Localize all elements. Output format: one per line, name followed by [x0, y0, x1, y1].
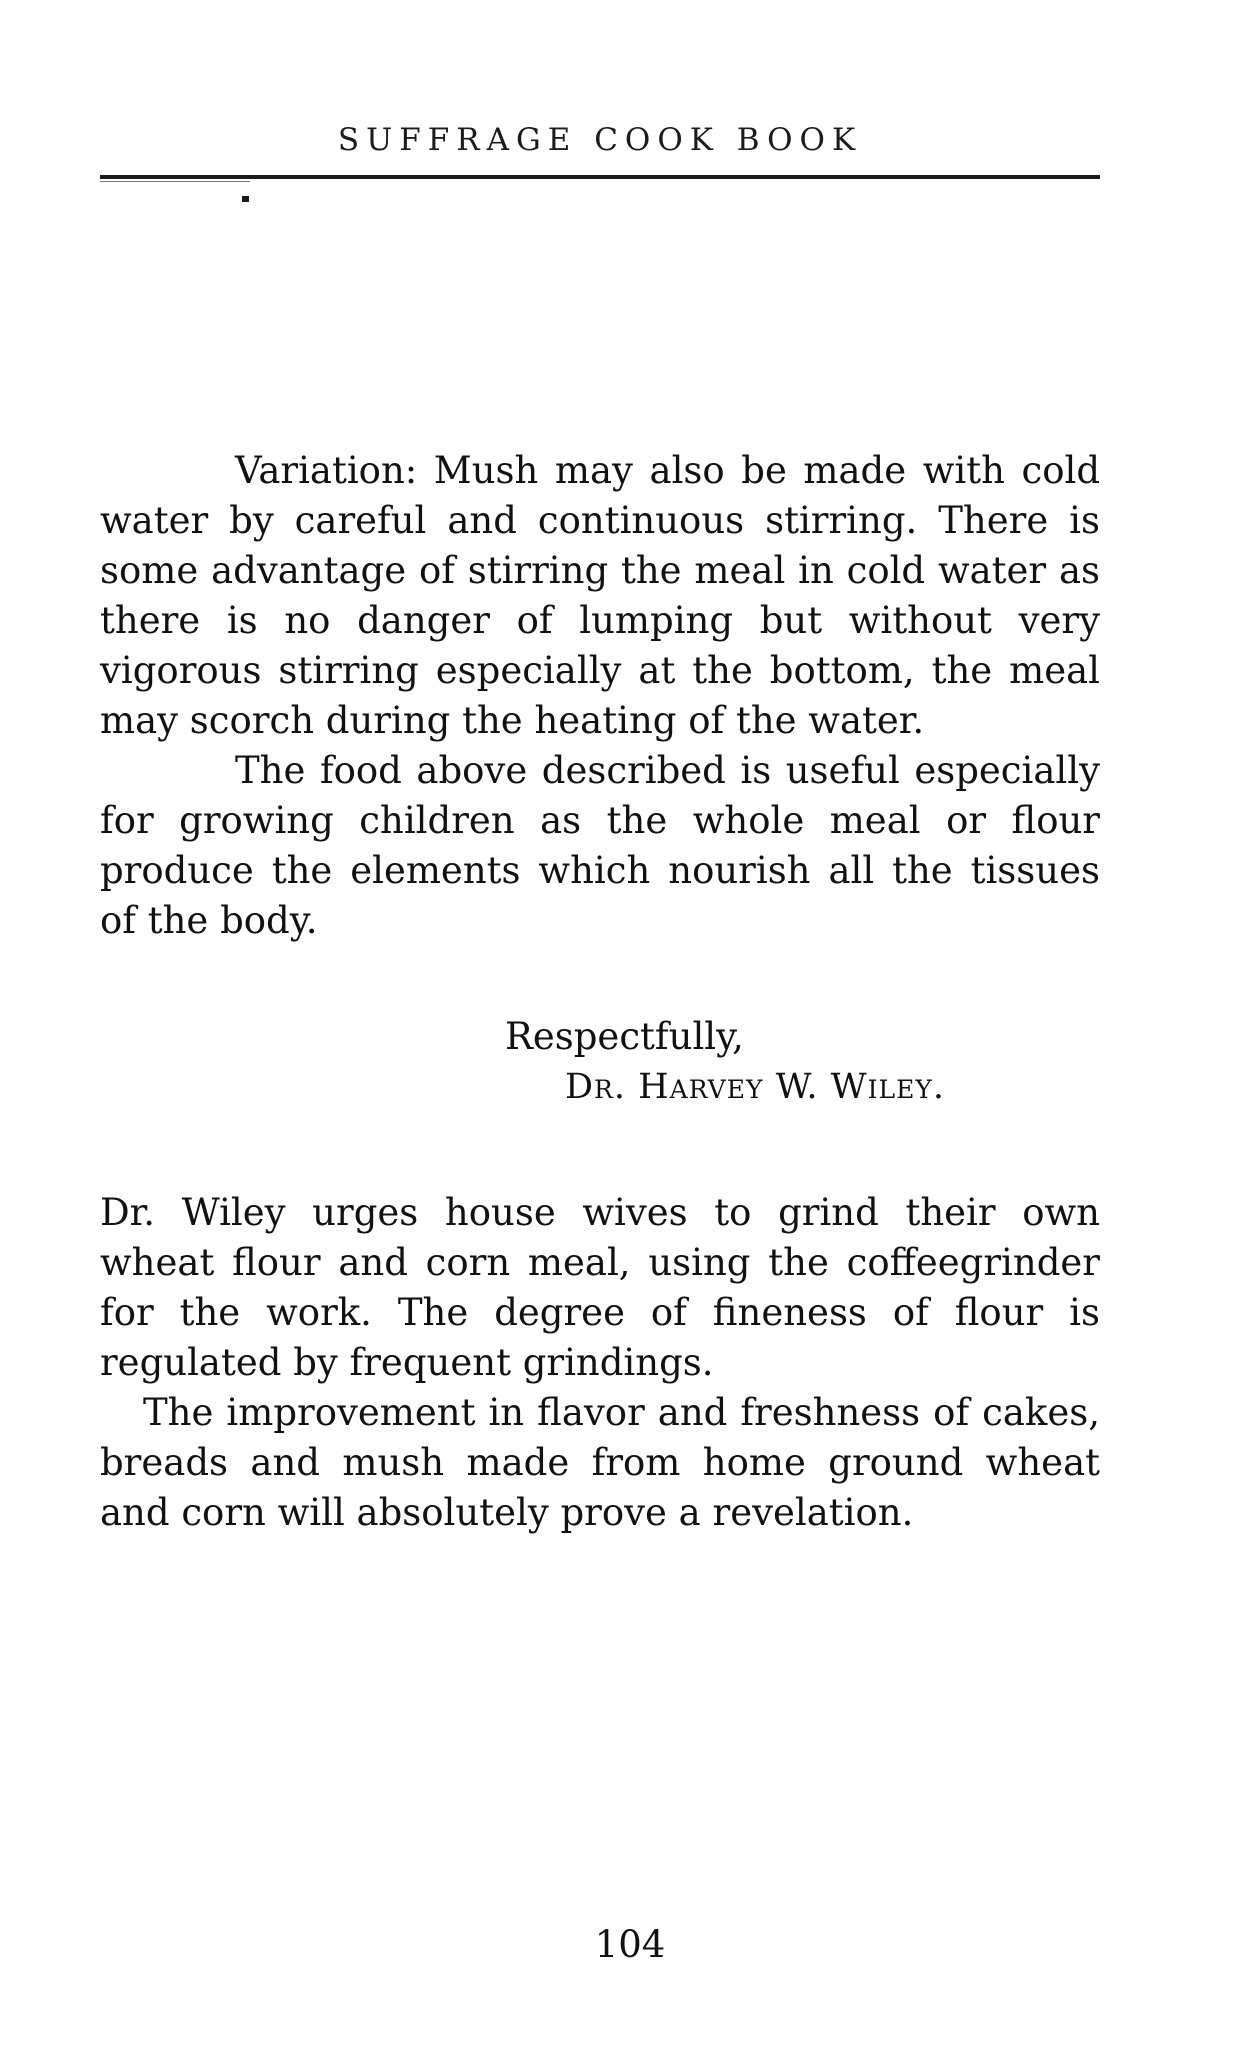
grind-paragraph: Dr. Wiley urges house wives to grind their own wheat flour and corn meal, using the coffeegrinder for the work. The degree of fineness of flour is regulated by frequent grindings.: [100, 1191, 1100, 1384]
variation-paragraph: Variation: Mush may also be made with cold water by careful and continuous stirring. There is some advantage of stirring the meal in cold water as there is no danger of lumping but without very vigorous stirring especially at the bottom, the meal may scorch during the heating of the water.: [100, 449, 1100, 742]
running-head: SUFFRAGE COOK BOOK: [337, 122, 863, 158]
page-number: 104: [594, 1923, 666, 1966]
signature: Dr. Harvey W. Wiley.: [565, 1067, 946, 1107]
notes-body: [100, 1188, 1100, 1538]
letter-body: [100, 446, 1100, 946]
header-rule: [100, 175, 1100, 179]
food-paragraph: The food above described is useful especially for growing children as the whole meal or flour produce the elements which nourish all the tissues of the body.: [100, 749, 1100, 942]
rule-mark: [242, 196, 249, 202]
improvement-paragraph: The improvement in flavor and freshness of cakes, breads and mush made from home ground wheat and corn will absolutely prove a revelation.: [100, 1391, 1100, 1534]
closing-salutation: Respectfully,: [505, 1015, 744, 1058]
